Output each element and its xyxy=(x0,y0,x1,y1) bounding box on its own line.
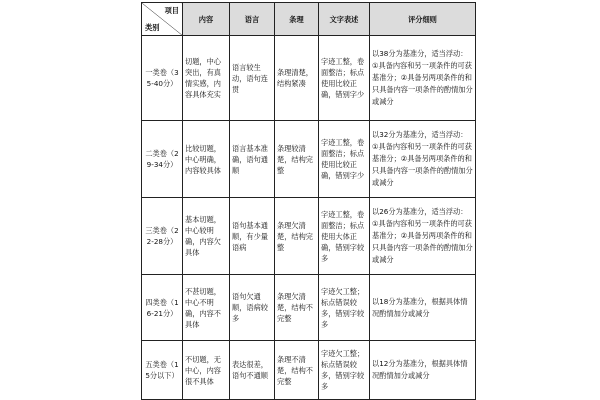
language-cell: 语言较生动，语句连贯 xyxy=(230,36,275,121)
language-cell: 语言基本准确，语句通顺 xyxy=(230,121,275,198)
diagonal-header-cell xyxy=(142,3,183,36)
category-cell: 三类卷（22-28分） xyxy=(142,198,183,275)
table-row xyxy=(142,341,476,400)
language-cell: 语句欠通顺，语病较多 xyxy=(230,275,275,341)
scoring-cell: 以32分为基准分，适当浮动：①具备内容和另一项条件的可获基准分；②具备另两项条件的和只具备内容一项条件的酌情加分或减分 xyxy=(370,121,476,198)
writing-header: 文字表述 xyxy=(319,3,370,36)
language-cell: 语句基本通顺，有少量语病 xyxy=(230,198,275,275)
category-cell: 五类卷（15分以下） xyxy=(142,341,183,400)
organization-cell: 条理欠清楚，结构不完整 xyxy=(275,275,319,341)
organization-cell: 条理欠清楚，结构完整 xyxy=(275,198,319,275)
content-cell: 基本切题，中心较明确，内容欠具体 xyxy=(183,198,230,275)
writing-cell: 字迹欠工整；标点错误较多，错别字较多 xyxy=(319,275,370,341)
content-cell: 切题，中心突出，有真情实感，内容具体充实 xyxy=(183,36,230,121)
content-cell: 不甚切题，中心不明确，内容不具体 xyxy=(183,275,230,341)
category-cell: 四类卷（16-21分） xyxy=(142,275,183,341)
content-cell: 比较切题，中心明确，内容较具体 xyxy=(183,121,230,198)
scoring-cell: 以12分为基准分，根据具体情况酌情加分或减分 xyxy=(370,341,476,400)
category-cell: 一类卷（35-40分） xyxy=(142,36,183,121)
language-cell: 表达很差，语句不通顺 xyxy=(230,341,275,400)
organization-cell: 条理清楚，结构紧凑 xyxy=(275,36,319,121)
writing-cell: 字迹工整，卷面整洁；标点使用大体正确，错别字较多 xyxy=(319,198,370,275)
category-cell: 二类卷（29-34分） xyxy=(142,121,183,198)
scoring-header: 评分细则 xyxy=(370,3,476,36)
content-cell: 不切题，无中心，内容很不具体 xyxy=(183,341,230,400)
scoring-cell: 以18分为基准分，根据具体情况酌情加分或减分 xyxy=(370,275,476,341)
organization-cell: 条理不清楚，结构不完整 xyxy=(275,341,319,400)
organization-cell: 条理较清楚，结构完整 xyxy=(275,121,319,198)
writing-cell: 字迹工整，卷面整洁；标点使用比较正确，错别字少 xyxy=(319,36,370,121)
scoring-cell: 以38分为基准分，适当浮动：①具备内容和另一项条件的可获基准分；②具备另两项条件的和只具备内容一项条件的酌情加分或减分 xyxy=(370,36,476,121)
language-header: 语言 xyxy=(230,3,275,36)
header-row xyxy=(142,3,476,36)
scoring-rubric-table xyxy=(141,2,476,400)
content-header: 内容 xyxy=(183,3,230,36)
organization-header: 条理 xyxy=(275,3,319,36)
writing-cell: 字迹工整，卷面整洁；标点使用比较正确，错别字少 xyxy=(319,121,370,198)
category-header-label: 类别 xyxy=(145,23,160,32)
table-row xyxy=(142,275,476,341)
table-row xyxy=(142,198,476,275)
table-row xyxy=(142,121,476,198)
scoring-cell: 以26分为基准分，适当浮动：①具备内容和另一项条件的可获基准分；②具备另两项条件的和只具备内容一项条件的酌情加分或减分 xyxy=(370,198,476,275)
table-row xyxy=(142,36,476,121)
writing-cell: 字迹欠工整；标点错误较多，错别字较多 xyxy=(319,341,370,400)
item-header-label: 项目 xyxy=(164,6,179,15)
